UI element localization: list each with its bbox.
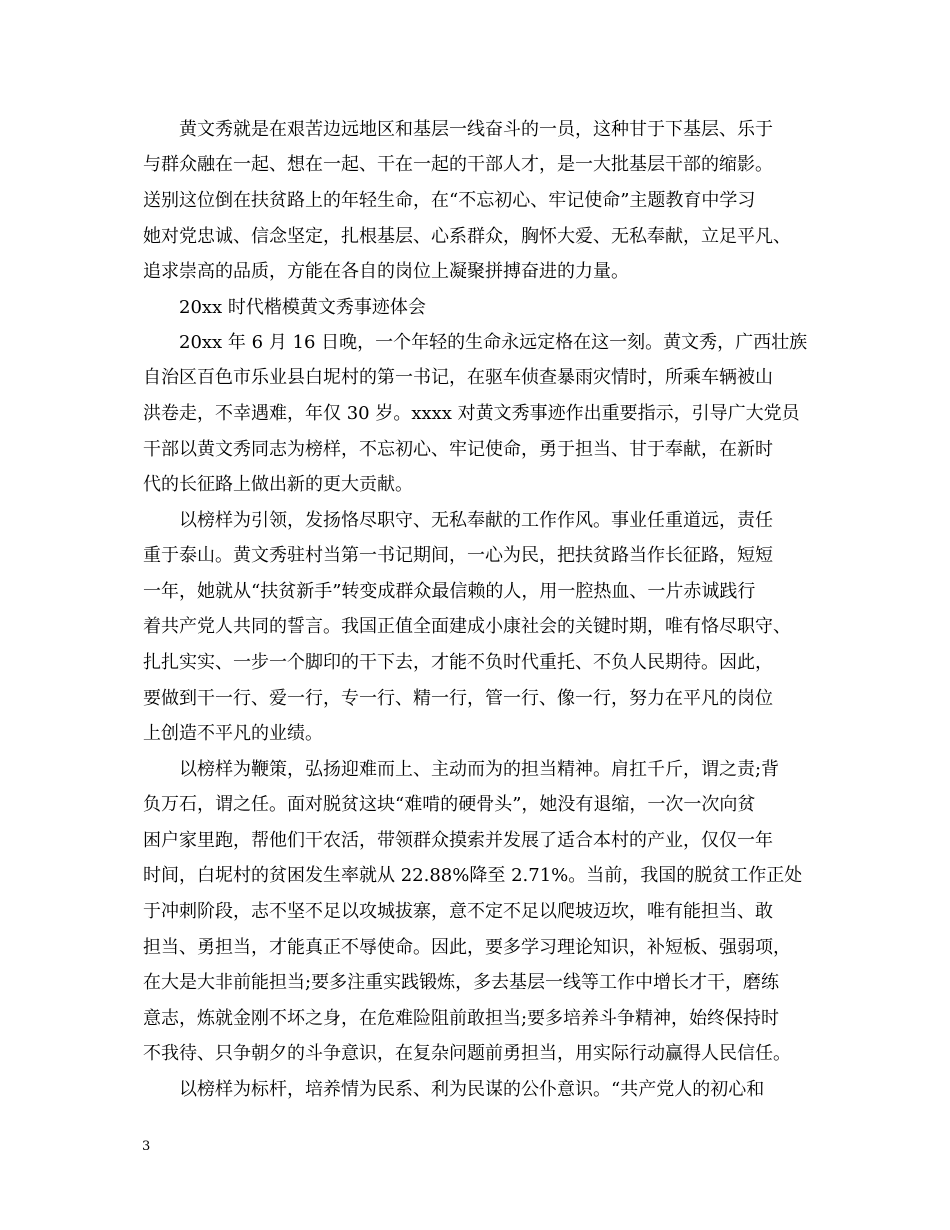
text-line-4: 她对党忠诚、信念坚定，扎根基层、心系群众，胸怀大爱、无私奉献，立足平凡、	[143, 226, 791, 247]
text-line-11: 代的长征路上做出新的更大贡献。	[143, 474, 413, 495]
text-line-8: 自治区百色市乐业县白坭村的第一书记，在驱车侦查暴雨灾情时，所乘车辆被山	[143, 367, 773, 388]
text-line-22: 时间，白坭村的贫困发生率就从 22.88%降至 2.71%。当前，我国的脱贫工作正处	[143, 865, 803, 886]
text-line-3: 送别这位倒在扶贫路上的年轻生命，在“不忘初心、牢记使命”主题教育中学习	[143, 190, 756, 211]
text-line-5: 追求崇高的品质，方能在各自的岗位上凝聚拼搏奋进的力量。	[143, 261, 629, 282]
text-line-9: 洪卷走，不幸遇难，年仅 30 岁。xxxx 对黄文秀事迹作出重要指示，引导广大党员	[143, 403, 800, 424]
text-line-27: 不我待、只争朝夕的斗争意识，在复杂问题前勇担当，用实际行动赢得人民信任。	[143, 1043, 791, 1064]
text-line-21: 困户家里跑，帮他们干农活，带领群众摸索并发展了适合本村的产业，仅仅一年	[143, 830, 773, 851]
text-line-15: 着共产党人共同的誓言。我国正值全面建成小康社会的关键时期，唯有恪尽职守、	[143, 616, 791, 637]
text-line-24: 担当、勇担当，才能真正不辱使命。因此，要多学习理论知识，补短板、强弱项，	[143, 937, 791, 958]
text-line-23: 于冲刺阶段，志不坚不足以攻城拔寨，意不定不足以爬坡迈坎，唯有能担当、敢	[143, 901, 773, 922]
section-title: 20xx 时代楷模黄文秀事迹体会	[179, 297, 426, 318]
text-line-2: 与群众融在一起、想在一起、干在一起的干部人才，是一大批基层干部的缩影。	[143, 154, 773, 175]
text-line-12: 以榜样为引领，发扬恪尽职守、无私奉献的工作作风。事业任重道远，责任	[179, 510, 773, 531]
text-line-7: 20xx 年 6 月 16 日晚，一个年轻的生命永远定格在这一刻。黄文秀，广西壮族	[179, 332, 808, 353]
text-line-28: 以榜样为标杆，培养情为民系、利为民谋的公仆意识。“共产党人的初心和	[179, 1079, 765, 1100]
page-number: 3	[142, 1139, 151, 1154]
text-line-17: 要做到干一行、爱一行，专一行、精一行，管一行、像一行，努力在平凡的岗位	[143, 688, 773, 709]
text-line-20: 负万石，谓之任。面对脱贫这块“难啃的硬骨头”，她没有退缩，一次一次向贫	[143, 794, 756, 815]
text-line-1: 黄文秀就是在艰苦边远地区和基层一线奋斗的一员，这种甘于下基层、乐于	[179, 119, 773, 140]
text-line-13: 重于泰山。黄文秀驻村当第一书记期间，一心为民，把扶贫路当作长征路，短短	[143, 545, 773, 566]
text-line-25: 在大是大非前能担当;要多注重实践锻炼，多去基层一线等工作中增长才干，磨练	[143, 972, 780, 993]
text-line-16: 扎扎实实、一步一个脚印的干下去，才能不负时代重托、不负人民期待。因此，	[143, 652, 773, 673]
text-line-10: 干部以黄文秀同志为榜样，不忘初心、牢记使命，勇于担当、甘于奉献，在新时	[143, 439, 773, 460]
text-line-14: 一年，她就从“扶贫新手”转变成群众最信赖的人，用一腔热血、一片赤诚践行	[143, 581, 756, 602]
text-line-26: 意志，炼就金刚不坏之身，在危难险阻前敢担当;要多培养斗争精神，始终保持时	[143, 1008, 780, 1029]
text-line-18: 上创造不平凡的业绩。	[143, 723, 323, 744]
text-line-19: 以榜样为鞭策，弘扬迎难而上、主动而为的担当精神。肩扛千斤，谓之责;背	[179, 759, 780, 780]
